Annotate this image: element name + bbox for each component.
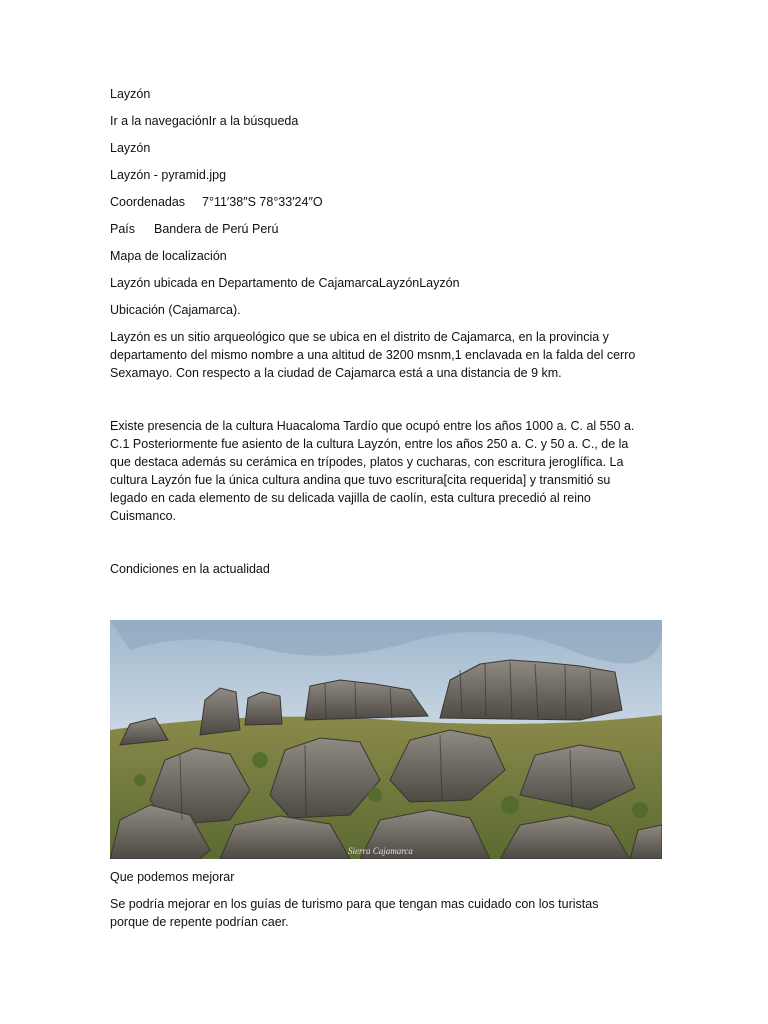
paragraph-history: Existe presencia de la cultura Huacaloma Tardío que ocupó entre los años 1000 a. C. al 550 a. C.1 Posteriormente fue asiento de la cultura Layzón, entre los años 250 a. C. y 50 a. C., de la que destaca además su cerámica en trípodes, platos y cucharas, con escritura jeroglífica. La cultura Layzón fue la única cultura andina que tuvo escritura[cita requerida] y transmitió su legado en cada elemento de su delicada vajilla de caolín, esta cultura precedió al reino Cuismanco. xyxy=(110,419,635,523)
country-row xyxy=(110,220,640,238)
paragraph-intro: Layzón es un sitio arqueológico que se ubica en el distrito de Cajamarca, en la provincia y departamento del mismo nombre a una altitud de 3200 msnm,1 enclavada en la falda del cerro Sexamayo. Con respecto a la ciudad de Cajamarca está a una distancia de 9 km. xyxy=(110,330,636,380)
country-label: País xyxy=(110,222,136,236)
doc-title: Layzón xyxy=(110,87,151,101)
infobox-title: Layzón xyxy=(110,141,151,155)
document-body xyxy=(110,85,640,587)
rock-formations-photo xyxy=(110,620,662,859)
coordinates-label: Coordenadas xyxy=(110,195,186,209)
map-caption: Layzón ubicada en Departamento de CajamarcaLayzónLayzón xyxy=(110,276,460,290)
location-caption: Ubicación (Cajamarca). xyxy=(110,303,241,317)
section-heading: Condiciones en la actualidad xyxy=(110,562,270,576)
nav-links-text: Ir a la navegaciónIr a la búsqueda xyxy=(110,114,299,128)
photo-watermark: Sierra Cajamarca xyxy=(348,846,413,856)
improve-text: Se podría mejorar en los guías de turismo para que tengan mas cuidado con los turistas porque de repente podrían caer. xyxy=(110,897,599,929)
document-body-end xyxy=(110,868,640,940)
map-label: Mapa de localización xyxy=(110,249,227,263)
image-caption: Layzón - pyramid.jpg xyxy=(110,168,227,182)
coordinates-value: 7°11′38″S 78°33′24″O xyxy=(202,195,323,209)
coordinates-row xyxy=(110,193,640,211)
improve-heading: Que podemos mejorar xyxy=(110,870,235,884)
country-value: Bandera de Perú Perú xyxy=(154,222,279,236)
landscape-illustration xyxy=(110,620,662,859)
